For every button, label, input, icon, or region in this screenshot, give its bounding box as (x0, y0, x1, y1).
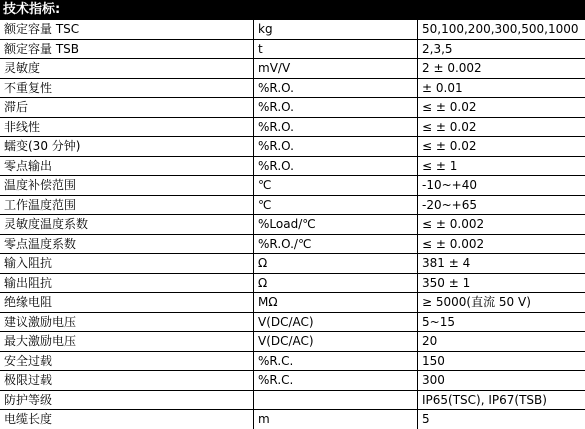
param-unit: %R.O. (254, 98, 418, 118)
param-name: 温度补偿范围 (0, 176, 254, 196)
param-name: 额定容量 TSB (0, 39, 254, 59)
param-value: 50,100,200,300,500,1000 (418, 20, 585, 39)
param-value: 2 ± 0.002 (418, 59, 585, 79)
table-row (0, 254, 585, 274)
table-row (0, 195, 585, 215)
param-value: -20~+65 (418, 195, 585, 215)
param-unit: %Load/℃ (254, 215, 418, 235)
param-value: 300 (418, 371, 585, 391)
table-row (0, 156, 585, 176)
param-name: 额定容量 TSC (0, 20, 254, 39)
param-name: 最大激励电压 (0, 332, 254, 352)
param-unit: V(DC/AC) (254, 312, 418, 332)
param-unit: %R.O. (254, 156, 418, 176)
param-name: 安全过载 (0, 351, 254, 371)
param-unit: mV/V (254, 59, 418, 79)
param-name: 蠕变(30 分钟) (0, 137, 254, 157)
spec-table (0, 20, 585, 429)
param-unit: ℃ (254, 176, 418, 196)
param-unit: %R.C. (254, 371, 418, 391)
param-value: ≤ ± 0.02 (418, 117, 585, 137)
param-value: ≤ ± 0.002 (418, 215, 585, 235)
table-row (0, 351, 585, 371)
param-unit: Ω (254, 254, 418, 274)
param-unit: %R.O. (254, 137, 418, 157)
param-value: 5~15 (418, 312, 585, 332)
param-value: 381 ± 4 (418, 254, 585, 274)
param-value: ≥ 5000(直流 50 V) (418, 293, 585, 313)
param-name: 非线性 (0, 117, 254, 137)
spec-title: 技术指标: (0, 0, 585, 20)
table-row (0, 390, 585, 410)
spec-table-body (0, 20, 585, 429)
table-row (0, 215, 585, 235)
table-row (0, 78, 585, 98)
param-name: 绝缘电阻 (0, 293, 254, 313)
param-name: 零点温度系数 (0, 234, 254, 254)
param-unit: t (254, 39, 418, 59)
table-row (0, 176, 585, 196)
param-name: 输入阻抗 (0, 254, 254, 274)
table-row (0, 20, 585, 39)
param-name: 电缆长度 (0, 410, 254, 429)
table-row (0, 332, 585, 352)
param-name: 不重复性 (0, 78, 254, 98)
param-unit: Ω (254, 273, 418, 293)
param-unit: %R.C. (254, 351, 418, 371)
param-name: 防护等级 (0, 390, 254, 410)
param-unit: m (254, 410, 418, 429)
param-name: 滞后 (0, 98, 254, 118)
param-value: 20 (418, 332, 585, 352)
param-unit: V(DC/AC) (254, 332, 418, 352)
param-name: 输出阻抗 (0, 273, 254, 293)
param-name: 工作温度范围 (0, 195, 254, 215)
param-value: 2,3,5 (418, 39, 585, 59)
table-row (0, 137, 585, 157)
param-name: 零点输出 (0, 156, 254, 176)
table-row (0, 312, 585, 332)
param-unit: %R.O. (254, 78, 418, 98)
param-value: 150 (418, 351, 585, 371)
table-row (0, 273, 585, 293)
table-row (0, 98, 585, 118)
table-row (0, 371, 585, 391)
param-name: 灵敏度 (0, 59, 254, 79)
param-value: ± 0.01 (418, 78, 585, 98)
param-value: IP65(TSC), IP67(TSB) (418, 390, 585, 410)
param-name: 极限过载 (0, 371, 254, 391)
param-value: ≤ ± 0.002 (418, 234, 585, 254)
param-value: ≤ ± 1 (418, 156, 585, 176)
table-row (0, 293, 585, 313)
param-unit: MΩ (254, 293, 418, 313)
param-unit: %R.O. (254, 117, 418, 137)
param-value: ≤ ± 0.02 (418, 98, 585, 118)
param-name: 灵敏度温度系数 (0, 215, 254, 235)
param-value: 5 (418, 410, 585, 429)
table-row (0, 59, 585, 79)
param-name: 建议激励电压 (0, 312, 254, 332)
param-unit: kg (254, 20, 418, 39)
param-unit: ℃ (254, 195, 418, 215)
param-value: ≤ ± 0.02 (418, 137, 585, 157)
table-row (0, 39, 585, 59)
table-row (0, 117, 585, 137)
param-value: -10~+40 (418, 176, 585, 196)
table-row (0, 234, 585, 254)
param-value: 350 ± 1 (418, 273, 585, 293)
param-unit (254, 390, 418, 410)
param-unit: %R.O./℃ (254, 234, 418, 254)
